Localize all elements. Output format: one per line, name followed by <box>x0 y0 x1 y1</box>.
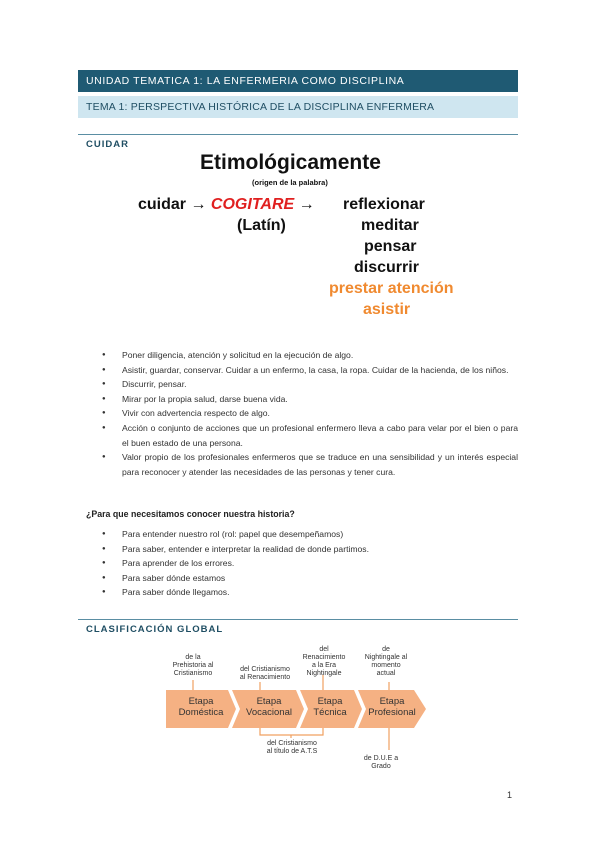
list-item: ● Para saber, entender e interpretar la realidad de donde partimos. <box>100 542 518 557</box>
list-item: ● Para entender nuestro rol (rol: papel que desempeñamos) <box>100 527 518 542</box>
meaning-2: meditar <box>361 217 419 234</box>
section-divider <box>78 619 518 620</box>
section-heading-clasificacion: CLASIFICACIÓN GLOBAL <box>86 624 224 635</box>
section-heading-cuidar: CUIDAR <box>86 139 129 150</box>
bracket-vocacional-tecnica <box>260 728 323 735</box>
list-item: ● Asistir, guardar, conservar. Cuidar a un enfermo, la casa, la ropa. Cuidar de la hacienda, de los niños. <box>100 363 518 378</box>
stage-period-label: del Cristianismo al Renacimiento <box>239 666 291 681</box>
meaning-highlight-1: prestar atención <box>329 280 454 297</box>
list-item: ● Poner diligencia, atención y solicitud en la ejecución de algo. <box>100 348 518 363</box>
etymology-title: Etimológicamente <box>200 151 381 174</box>
meaning-highlight-2: asistir <box>363 301 411 318</box>
stage-label-vocacional: Etapa Vocacional <box>246 696 292 718</box>
list-item: ● Vivir con advertencia respecto de algo. <box>100 406 518 421</box>
cuidar-definitions-list <box>100 348 518 479</box>
list-item: ● Discurrir, pensar. <box>100 377 518 392</box>
arrow-glyph: → <box>298 196 315 213</box>
list-item: ● Acción o conjunto de acciones que un profesional enfermero lleva a cabo para velar por el bien o para el buen estado de una persona. <box>100 421 518 450</box>
word-cogitare: COGITARE <box>210 196 295 213</box>
stage-period-label: del Renacimiento a la Era Nightingale <box>302 646 346 677</box>
latin-label: (Latín) <box>237 217 286 234</box>
list-item: ● Para aprender de los errores. <box>100 556 518 571</box>
meaning-1: reflexionar <box>343 196 425 213</box>
bottom-right-period-label: de D.U.E a Grado <box>363 755 399 770</box>
list-item: ● Mirar por la propia salud, darse buena vida. <box>100 392 518 407</box>
page-number: 1 <box>507 790 513 800</box>
stage-period-label: de Nightingale al momento actual <box>364 646 408 677</box>
section-divider <box>78 134 518 135</box>
meaning-4: discurrir <box>354 259 419 276</box>
tema-title-bar: TEMA 1: PERSPECTIVA HISTÓRICA DE LA DISCIPLINA ENFERMERA <box>78 96 518 118</box>
unit-title-bar: UNIDAD TEMATICA 1: LA ENFERMERIA COMO DISCIPLINA <box>78 70 518 92</box>
list-item: ● Para saber dónde estamos <box>100 571 518 586</box>
list-item: ● Valor propio de los profesionales enfermeros que se traduce en una sensibilidad y un interés especial para reconocer y atender las necesidades de las personas y tener cura. <box>100 450 518 479</box>
word-cuidar: cuidar → <box>138 196 207 213</box>
list-item: ● Para saber dónde llegamos. <box>100 585 518 600</box>
meaning-3: pensar <box>364 238 417 255</box>
bottom-period-label: del Cristianismo al título de A.T.S <box>266 740 318 755</box>
stage-period-label: de la Prehistoria al Cristianismo <box>172 654 214 677</box>
historia-question: ¿Para que necesitamos conocer nuestra historia? <box>86 509 295 519</box>
stage-label-domestica: Etapa Doméstica <box>178 696 224 718</box>
etymology-subtitle: (origen de la palabra) <box>252 178 328 187</box>
etymology-equation <box>138 196 315 214</box>
stage-label-tecnica: Etapa Técnica <box>313 696 347 718</box>
historia-reasons-list <box>100 527 518 600</box>
stage-label-profesional: Etapa Profesional <box>368 696 416 718</box>
